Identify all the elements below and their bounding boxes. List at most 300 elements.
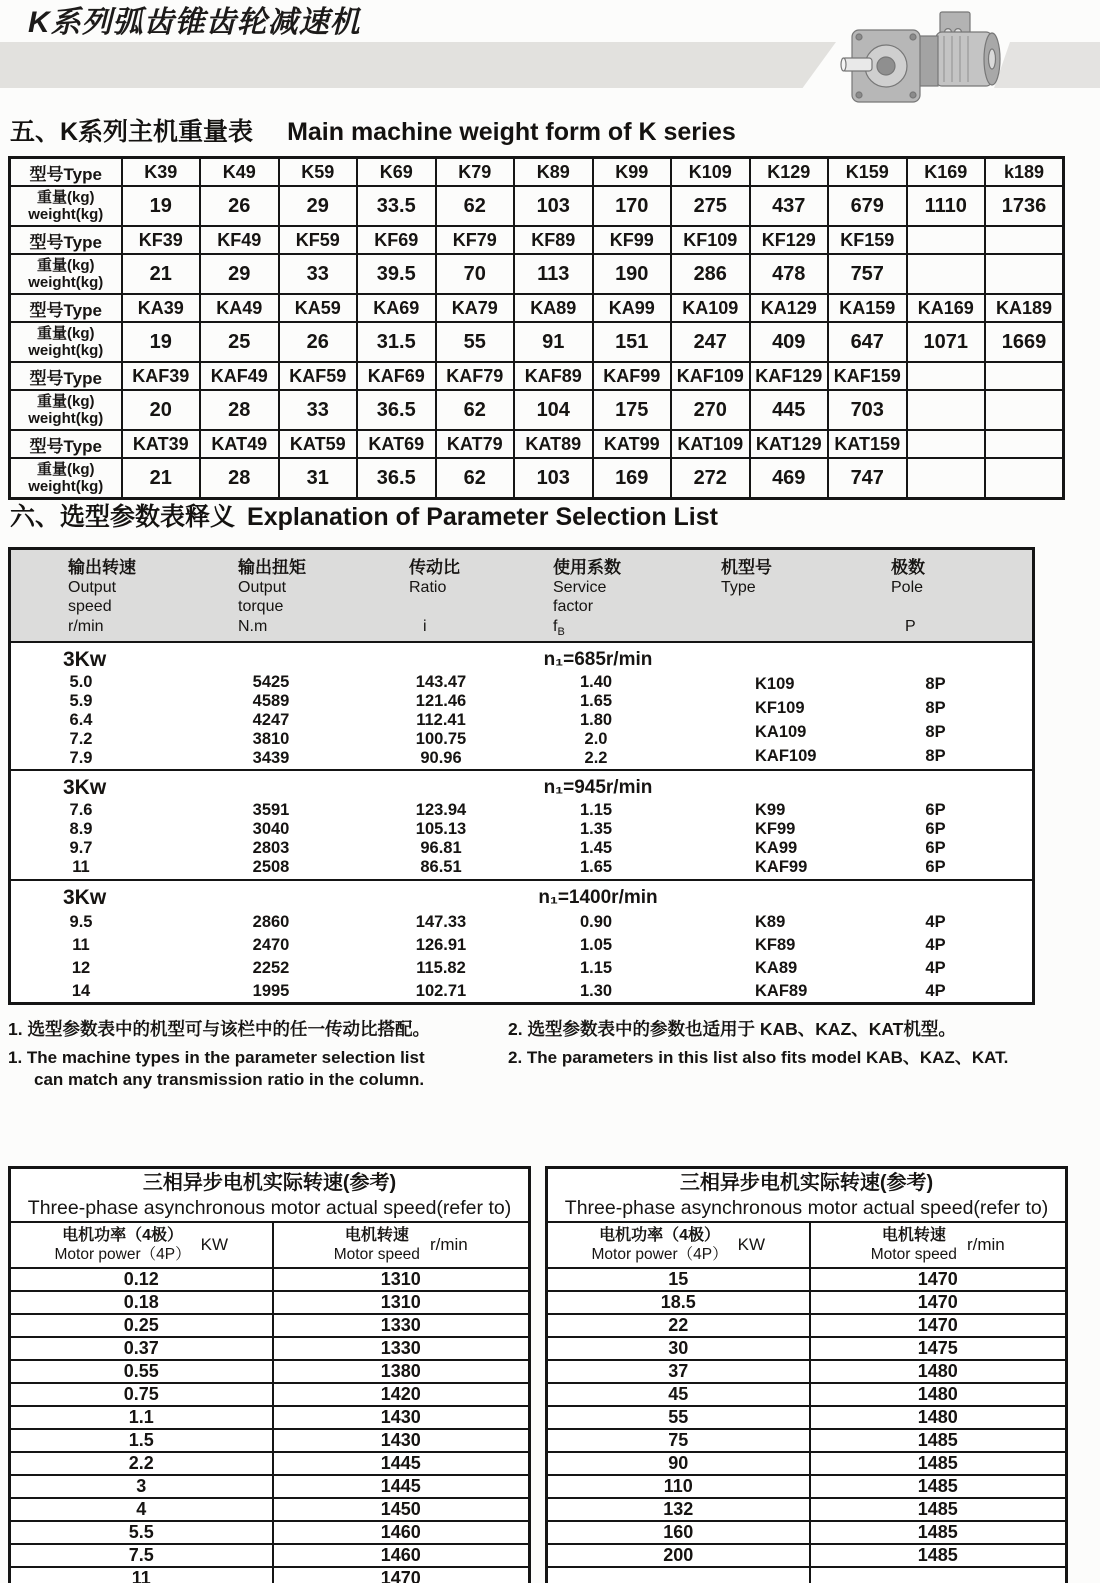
model-pole: 4P: [925, 913, 946, 931]
motor-header-speed-stack: [334, 1226, 420, 1264]
weight-type-row-0: [10, 158, 1064, 187]
weight-label-en: weight(kg): [28, 478, 104, 495]
type-cell: KAT39: [122, 430, 201, 458]
type-cell: K39: [122, 158, 201, 187]
motor-header-speed: [273, 1222, 530, 1268]
motor-speed-cell: 1485: [810, 1544, 1067, 1567]
weight-cell: [907, 458, 986, 499]
weight-cell: 31: [279, 458, 358, 499]
param-header-line: [891, 597, 1038, 617]
motor-power-cell: 1.1: [10, 1406, 273, 1429]
param-value: 1.40: [579, 673, 613, 691]
model-type: KAF109: [755, 746, 817, 765]
weight-table: [8, 156, 1065, 500]
motor-speed-cell: 1420: [273, 1383, 530, 1406]
weight-label-zh: 重量(kg): [37, 325, 95, 342]
param-group-body: [11, 801, 1032, 879]
param-col-3: [391, 801, 491, 877]
type-cell: KF39: [122, 226, 201, 254]
type-cell: k189: [985, 158, 1064, 187]
motor-speed-cell: 1475: [810, 1337, 1067, 1360]
service-factor-subscript: B: [557, 625, 565, 638]
motor-header-power-cell: [548, 1226, 809, 1264]
motor-title-zh: 三相异步电机实际转速(参考): [679, 1171, 934, 1194]
weight-cell: 469: [750, 458, 829, 499]
param-header-line: 使用系数: [553, 558, 621, 577]
weight-cell: 409: [750, 322, 829, 362]
param-col-4: [491, 801, 701, 877]
type-cell: KF69: [357, 226, 436, 254]
section-five-title-zh: 五、K系列主机重量表: [10, 118, 254, 146]
param-value: 1.45: [579, 839, 613, 857]
motor-speed-cell: 1485: [810, 1498, 1067, 1521]
type-row-label: 型号Type: [10, 158, 122, 187]
model-pole: 4P: [925, 936, 946, 954]
weight-cell: 33: [279, 254, 358, 294]
weight-cell: 21: [122, 458, 201, 499]
motor-speed-cell: 1470: [810, 1291, 1067, 1314]
weight-cell: 39.5: [357, 254, 436, 294]
model-type: KA99: [755, 839, 798, 857]
type-cell: KF79: [436, 226, 515, 254]
weight-label-zh: 重量(kg): [37, 393, 95, 410]
param-value: 3040: [252, 820, 290, 838]
motor-header-power-zh: 电机功率（4极）: [62, 1227, 183, 1244]
motor-header-power-zh: 电机功率（4极）: [599, 1227, 720, 1244]
param-header-line: Output: [238, 578, 287, 596]
model-type: KF99: [755, 820, 796, 838]
motor-data-row: [10, 1314, 530, 1337]
motor-data-row: [547, 1567, 1067, 1583]
param-value: 2252: [252, 959, 290, 977]
param-value: 1.15: [579, 801, 613, 819]
param-value: 5.9: [69, 692, 93, 710]
param-header-line: 机型号: [721, 558, 772, 577]
motor-speed-cell: 1310: [273, 1291, 530, 1314]
param-header-col-6: [861, 558, 1038, 642]
motor-speed-cell: 1430: [273, 1406, 530, 1429]
param-group-header: [11, 771, 1032, 801]
weight-cell: 151: [593, 322, 672, 362]
motor-header-speed-unit: r/min: [429, 1235, 468, 1254]
weight-cell: [907, 390, 986, 430]
motor-power-cell: 45: [547, 1383, 810, 1406]
motor-speed-cell: 1330: [273, 1314, 530, 1337]
motor-speed-cell: 1445: [273, 1475, 530, 1498]
motor-header-speed-cell: [274, 1226, 529, 1264]
param-value: 1.80: [579, 711, 613, 729]
type-cell: KAF39: [122, 362, 201, 390]
motor-speed-cell: 1450: [273, 1498, 530, 1521]
motor-speed-table-left: [8, 1166, 531, 1583]
type-cell: KAF99: [593, 362, 672, 390]
type-cell: KA109: [671, 294, 750, 322]
motor-header-power: [547, 1222, 810, 1268]
weight-cell: 437: [750, 186, 829, 226]
weight-cell: 20: [122, 390, 201, 430]
motor-speed-cell: 1460: [273, 1544, 530, 1567]
param-header-line: Type: [721, 578, 756, 596]
model-pole: 8P: [925, 722, 946, 741]
param-value: 3810: [252, 730, 290, 748]
motor-data-row: [10, 1567, 530, 1583]
input-speed-label: n₁=945r/min: [543, 777, 653, 798]
type-cell: KAF49: [200, 362, 279, 390]
motor-power-cell: 200: [547, 1544, 810, 1567]
motor-header-power-unit: KW: [737, 1235, 765, 1254]
model-type: K89: [755, 913, 786, 931]
power-label: 3Kw: [63, 886, 107, 909]
motor-power-cell: 18.5: [547, 1291, 810, 1314]
param-group-3: [11, 879, 1032, 1005]
param-col-3: [391, 911, 491, 1003]
motor-power-cell: 0.55: [10, 1360, 273, 1383]
type-row-label: 型号Type: [10, 226, 122, 254]
param-value: 7.6: [69, 801, 93, 819]
motor-header-power-unit: KW: [200, 1235, 228, 1254]
weight-cell: 103: [514, 458, 593, 499]
motor-power-cell: 0.75: [10, 1383, 273, 1406]
motor-data-row: [10, 1452, 530, 1475]
section-five-title: [10, 112, 736, 148]
motor-power-cell: 4: [10, 1498, 273, 1521]
motor-title-row: [10, 1168, 530, 1223]
motor-title-zh: 三相异步电机实际转速(参考): [142, 1171, 397, 1194]
motor-speed-cell: 1470: [810, 1314, 1067, 1337]
model-pole: 6P: [925, 858, 946, 876]
note-1-en-line2: can match any transmission ratio in the column.: [34, 1070, 425, 1089]
weight-cell: 286: [671, 254, 750, 294]
weight-cell: 25: [200, 322, 279, 362]
param-value: 2860: [252, 913, 290, 931]
param-header-line: N.m: [238, 617, 268, 635]
motor-data-row: [547, 1360, 1067, 1383]
weight-label-zh: 重量(kg): [37, 257, 95, 274]
param-col-2: [151, 673, 391, 768]
weight-value-row-4: [10, 458, 1064, 499]
param-header-line: Ratio: [409, 578, 447, 596]
param-group-1: [11, 643, 1032, 769]
param-col-type: [701, 673, 861, 768]
motor-title-en: Three-phase asynchronous motor actual speed(refer to): [564, 1196, 1049, 1219]
note-2-en: 2. The parameters in this list also fits model KAB、KAZ、KAT.: [508, 1048, 1009, 1067]
type-cell: KAT59: [279, 430, 358, 458]
motor-data-row: [547, 1314, 1067, 1337]
motor-power-cell: 132: [547, 1498, 810, 1521]
motor-speed-cell: 1445: [273, 1452, 530, 1475]
motor-data-row: [10, 1268, 530, 1291]
param-value: 14: [71, 982, 91, 1000]
param-value: 86.51: [420, 858, 462, 876]
param-group-2: [11, 769, 1032, 879]
type-cell: KAF89: [514, 362, 593, 390]
param-header-line: [409, 597, 491, 617]
motor-title-en: Three-phase asynchronous motor actual speed(refer to): [27, 1196, 512, 1219]
motor-speed-cell: 1380: [273, 1360, 530, 1383]
param-header-col-1: [11, 558, 151, 642]
weight-cell: 478: [750, 254, 829, 294]
weight-cell: [985, 390, 1064, 430]
weight-label-en: weight(kg): [28, 274, 104, 291]
weight-cell: 55: [436, 322, 515, 362]
weight-type-row-4: [10, 430, 1064, 458]
weight-cell: 29: [200, 254, 279, 294]
motor-header-power: [10, 1222, 273, 1268]
type-row-label: 型号Type: [10, 430, 122, 458]
weight-row-label: [10, 390, 122, 430]
type-cell: KA99: [593, 294, 672, 322]
type-cell: [907, 226, 986, 254]
param-value: 126.91: [415, 936, 467, 954]
motor-power-cell: 11: [10, 1567, 273, 1583]
motor-power-cell: 55: [547, 1406, 810, 1429]
motor-header-speed-unit: r/min: [966, 1235, 1005, 1254]
param-value: 1.05: [579, 936, 613, 954]
motor-data-row: [547, 1291, 1067, 1314]
type-cell: KAF59: [279, 362, 358, 390]
motor-table-0: [10, 1168, 530, 1583]
param-header-col-3: [391, 558, 491, 642]
param-header-line: 输出转速: [68, 558, 136, 577]
type-cell: K159: [828, 158, 907, 187]
weight-row-label: [10, 186, 122, 226]
weight-label-en: weight(kg): [28, 206, 104, 223]
model-type: KF89: [755, 936, 796, 954]
model-type: KA109: [755, 722, 807, 741]
motor-header-speed-stack: [871, 1226, 957, 1264]
motor-data-row: [10, 1429, 530, 1452]
gear-reducer-image: [840, 6, 1015, 112]
motor-data-row: [10, 1337, 530, 1360]
param-group-header: [11, 881, 1032, 911]
header-banner: [0, 42, 836, 88]
type-row-label: 型号Type: [10, 294, 122, 322]
type-cell: KF99: [593, 226, 672, 254]
weight-value-row-1: [10, 254, 1064, 294]
note-2: [508, 1018, 1078, 1069]
param-header-line: factor: [553, 598, 594, 615]
section-six-title: [10, 497, 718, 533]
motor-speed-cell: 1470: [810, 1268, 1067, 1291]
motor-data-row: [10, 1498, 530, 1521]
motor-data-row: [547, 1452, 1067, 1475]
param-value: 7.9: [69, 749, 93, 767]
param-col-4: [491, 911, 701, 1003]
motor-data-row: [547, 1544, 1067, 1567]
weight-table-body: [10, 158, 1064, 499]
power-label: 3Kw: [63, 648, 107, 671]
model-pole: 6P: [925, 839, 946, 857]
type-cell: KAT129: [750, 430, 829, 458]
type-cell: KF129: [750, 226, 829, 254]
motor-speed-table-right: [545, 1166, 1068, 1583]
motor-speed-cell: 1430: [273, 1429, 530, 1452]
param-value: 1995: [252, 982, 290, 1000]
weight-cell: [985, 458, 1064, 499]
param-groups: [11, 643, 1032, 1005]
param-value: 105.13: [415, 820, 467, 838]
motor-data-row: [547, 1337, 1067, 1360]
param-value: 0.90: [579, 913, 613, 931]
type-cell: KAT99: [593, 430, 672, 458]
type-cell: K69: [357, 158, 436, 187]
weight-cell: 247: [671, 322, 750, 362]
weight-cell: 62: [436, 458, 515, 499]
motor-data-row: [547, 1406, 1067, 1429]
page-title: K系列弧齿锥齿轮减速机: [28, 6, 361, 39]
weight-cell: 104: [514, 390, 593, 430]
param-value: 3439: [252, 749, 290, 767]
weight-cell: 103: [514, 186, 593, 226]
param-value: 143.47: [415, 673, 467, 691]
motor-header-speed-cell: [811, 1226, 1066, 1264]
model-type: KAF89: [755, 982, 808, 1000]
motor-power-cell: 22: [547, 1314, 810, 1337]
param-group-body: [11, 911, 1032, 1005]
param-value: 6.4: [69, 711, 93, 729]
param-value: 90.96: [420, 749, 462, 767]
param-table-header: [11, 550, 1032, 643]
param-value: 1.35: [579, 820, 613, 838]
param-group-header: [11, 643, 1032, 673]
motor-speed-cell: 1310: [273, 1268, 530, 1291]
weight-cell: 170: [593, 186, 672, 226]
type-cell: KA79: [436, 294, 515, 322]
type-cell: KF109: [671, 226, 750, 254]
weight-row-label: [10, 254, 122, 294]
type-cell: KA39: [122, 294, 201, 322]
model-pole: 6P: [925, 820, 946, 838]
weight-cell: 31.5: [357, 322, 436, 362]
param-value: 8.9: [69, 820, 93, 838]
motor-data-row: [547, 1498, 1067, 1521]
type-cell: [907, 362, 986, 390]
motor-header-power-cell: [11, 1226, 272, 1264]
param-value: 3591: [252, 801, 290, 819]
weight-row-label: [10, 322, 122, 362]
type-cell: K109: [671, 158, 750, 187]
model-pole: 8P: [925, 699, 946, 718]
section-five-title-en: Main machine weight form of K series: [287, 118, 736, 146]
motor-power-cell: 0.25: [10, 1314, 273, 1337]
weight-cell: 679: [828, 186, 907, 226]
param-col-type: [701, 911, 861, 1003]
motor-speed-cell: [810, 1567, 1067, 1583]
weight-label-en: weight(kg): [28, 410, 104, 427]
param-header-line: Output: [68, 578, 117, 596]
motor-data-row: [10, 1406, 530, 1429]
param-col-1: [11, 673, 151, 768]
motor-power-cell: 90: [547, 1452, 810, 1475]
model-pole: 6P: [925, 801, 946, 819]
weight-cell: 190: [593, 254, 672, 294]
motor-data-row: [547, 1521, 1067, 1544]
type-cell: KAT79: [436, 430, 515, 458]
note-1-zh: 1. 选型参数表中的机型可与该栏中的任一传动比搭配。: [8, 1019, 430, 1039]
param-value: 12: [71, 959, 91, 977]
weight-cell: 62: [436, 390, 515, 430]
motor-speed-cell: 1485: [810, 1521, 1067, 1544]
weight-label-zh: 重量(kg): [37, 461, 95, 478]
weight-cell: 113: [514, 254, 593, 294]
weight-cell: 747: [828, 458, 907, 499]
param-header-line: 传动比: [409, 558, 460, 577]
param-value: 100.75: [415, 730, 467, 748]
type-cell: KAT69: [357, 430, 436, 458]
weight-type-row-3: [10, 362, 1064, 390]
type-cell: [985, 430, 1064, 458]
param-col-pole: [861, 673, 1038, 768]
param-col-1: [11, 911, 151, 1003]
param-col-pole: [861, 911, 1038, 1003]
motor-table-title: [547, 1168, 1067, 1223]
type-cell: [985, 362, 1064, 390]
param-col-4: [491, 673, 701, 768]
motor-header-power-en: Motor power（4P）: [54, 1246, 191, 1263]
param-col-2: [151, 911, 391, 1003]
motor-data-row: [10, 1360, 530, 1383]
param-value: 2803: [252, 839, 290, 857]
motor-data-row: [10, 1291, 530, 1314]
param-value: 2.0: [584, 730, 608, 748]
model-type: KAF99: [755, 858, 808, 876]
param-value: 147.33: [415, 913, 467, 931]
motor-power-cell: 3: [10, 1475, 273, 1498]
type-cell: K99: [593, 158, 672, 187]
type-cell: KAF69: [357, 362, 436, 390]
weight-row-label: [10, 458, 122, 499]
param-value: 1.15: [579, 959, 613, 977]
motor-header-power-stack: [55, 1226, 191, 1264]
param-header-line: 输出扭矩: [238, 558, 306, 577]
weight-cell: 36.5: [357, 390, 436, 430]
motor-power-cell: 1.5: [10, 1429, 273, 1452]
weight-type-row-2: [10, 294, 1064, 322]
param-header-line: speed: [68, 598, 112, 615]
weight-cell: 270: [671, 390, 750, 430]
weight-cell: 26: [279, 322, 358, 362]
input-speed-label: n₁=1400r/min: [538, 887, 658, 908]
motor-data-row: [10, 1521, 530, 1544]
param-value: 115.82: [416, 959, 466, 977]
param-value: 9.5: [69, 913, 93, 931]
weight-label-en: weight(kg): [28, 342, 104, 359]
type-cell: KAF109: [671, 362, 750, 390]
weight-cell: 70: [436, 254, 515, 294]
motor-power-cell: 2.2: [10, 1452, 273, 1475]
weight-cell: 445: [750, 390, 829, 430]
type-cell: KA189: [985, 294, 1064, 322]
type-cell: K129: [750, 158, 829, 187]
weight-cell: 33: [279, 390, 358, 430]
weight-cell: 1736: [985, 186, 1064, 226]
motor-power-cell: 0.12: [10, 1268, 273, 1291]
model-type: KF109: [755, 699, 805, 718]
param-col-3: [391, 673, 491, 768]
weight-type-row-1: [10, 226, 1064, 254]
type-cell: KA159: [828, 294, 907, 322]
param-value: 11: [72, 858, 90, 876]
motor-speed-cell: 1480: [810, 1360, 1067, 1383]
param-value: 96.81: [420, 839, 462, 857]
note-2-zh: 2. 选型参数表中的参数也适用于 KAB、KAZ、KAT机型。: [508, 1019, 956, 1039]
motor-header-speed: [810, 1222, 1067, 1268]
type-cell: KA49: [200, 294, 279, 322]
param-value: 2.2: [584, 749, 608, 767]
parameter-selection-table: [8, 547, 1035, 1005]
type-cell: KF89: [514, 226, 593, 254]
type-cell: K59: [279, 158, 358, 187]
